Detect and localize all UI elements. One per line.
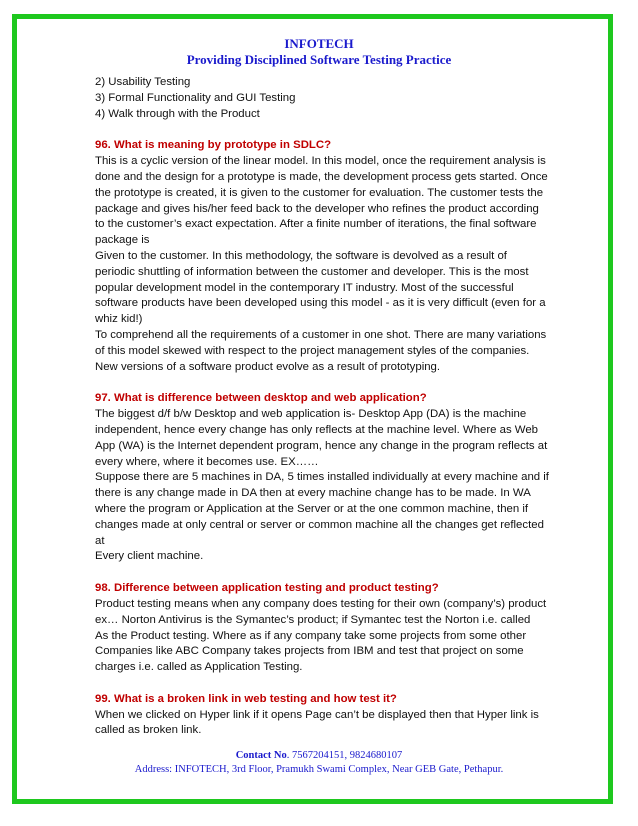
list-item: 2) Usability Testing [95,76,191,88]
answer-paragraph: This is a cyclic version of the linear model. In this model, once the requirement analysis is done and the design for a prototype is made, the development process gets started. Once the prototype is created, it is given to the customer for evaluation. The customer tests the package and gives his/her feed back to the developer who refines the product according to the customer’s exact expectation. After a finite number of iterations, the final software package is [95,155,548,247]
contact-label: Contact No [235,750,287,761]
header-subtitle: Providing Disciplined Software Testing Practice [186,52,452,67]
answer-paragraph: Suppose there are 5 machines in DA, 5 times installed individually at every machine and if there is any change made in DA then at every machine change has to be made. In WA where the program or Application at the Server or at the one common machine, then if changes made at only central or server or common machine all the changes get reflected at [95,471,549,547]
answer-paragraph: The biggest d/f b/w Desktop and web application is- Desktop App (DA) is the machine independent, hence every change has only reflects at the machine level. Where as Web App (WA) is the Internet dependent program, hence any change in the program reflects at every where, where it becomes use. EX…… [95,408,548,468]
page-header [0,36,638,68]
question-heading: 96. What is meaning by prototype in SDLC? [95,139,332,152]
contact-numbers: . 7567204151, 9824680107 [286,750,403,761]
question-heading: 99. What is a broken link in web testing and how test it? [95,692,397,705]
question-heading: 97. What is difference between desktop and web application? [95,392,427,405]
answer-paragraph: New versions of a software product evolve as a result of prototyping. [95,360,441,373]
question-heading: 98. Difference between application testing and product testing? [95,582,439,595]
answer-paragraph: Given to the customer. In this methodology, the software is devolved as a result of periodic shuttling of information between the customer and developer. This is the most popular development model in the contemporary IT industry. Most of the successful software products have been developed using this model - as it is very difficult (even for a whiz kid!) [95,249,546,326]
page-footer [0,749,638,777]
list-item: 4) Walk through with the Product [95,107,260,120]
header-title: INFOTECH [284,36,354,51]
answer-paragraph: Product testing means when any company does testing for their own (company’s) product ex… Norton Antivirus is the Symantec’s product; if Symantec test the Norton i.e. called [95,597,547,626]
list-item: 3) Formal Functionality and GUI Testing [95,91,296,104]
footer-contact [0,749,638,763]
footer-address: Address: INFOTECH, 3rd Floor, Pramukh Swami Complex, Near GEB Gate, Pethapur. [134,764,504,775]
answer-paragraph: To comprehend all the requirements of a customer in one shot. There are many variations of this model skewed with respect to the project management styles of the companies. [95,328,547,357]
answer-paragraph: Every client machine. [95,550,204,563]
document-body [95,75,550,739]
answer-paragraph: As the Product testing. Where as if any company take some projects from some other Companies like ABC Company takes projects from IBM and test that project on some charges i.e. called as Application Testing. [95,629,527,674]
answer-paragraph: When we clicked on Hyper link if it opens Page can’t be displayed then that Hyper link is called as broken link. [95,708,539,737]
